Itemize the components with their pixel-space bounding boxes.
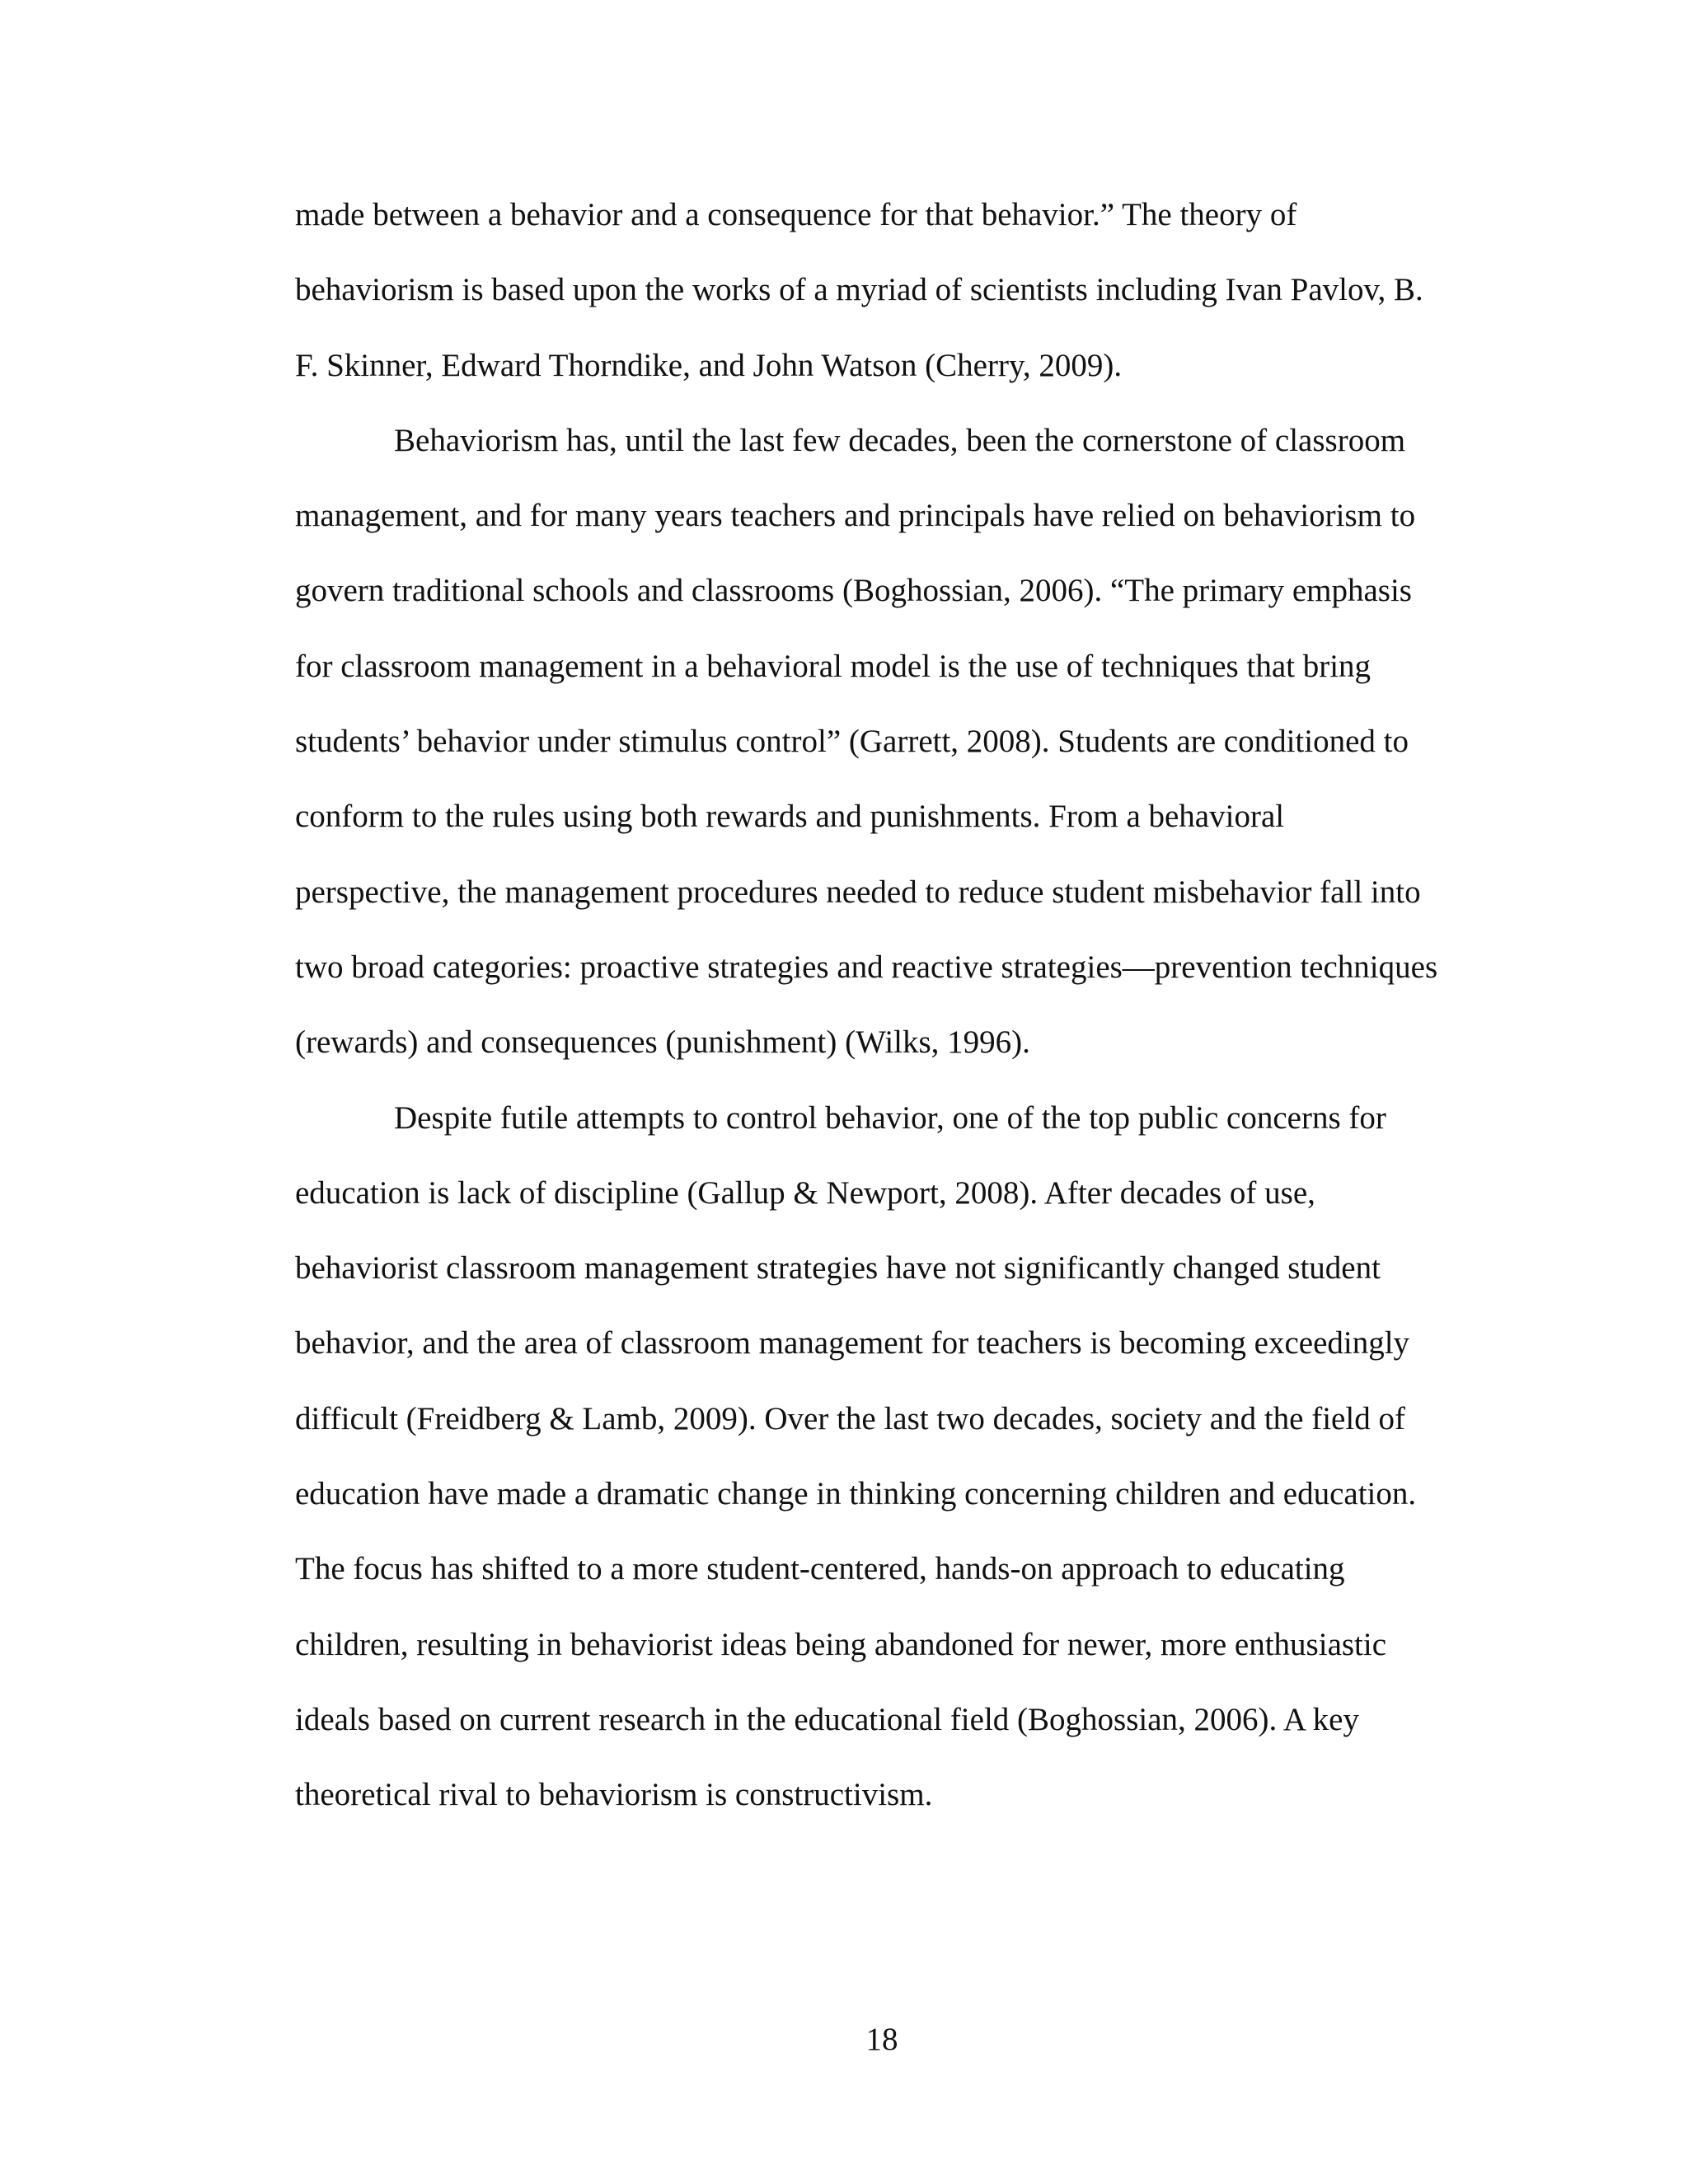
text-line: The focus has shifted to a more student-centered, hands-on approach to educating	[295, 1551, 1345, 1587]
text-line: behaviorism is based upon the works of a myriad of scientists including Ivan Pavlov, B.	[295, 272, 1423, 308]
text-line: theoretical rival to behaviorism is constructivism.	[295, 1777, 933, 1813]
text-line: children, resulting in behaviorist ideas being abandoned for newer, more enthusiastic	[295, 1626, 1387, 1662]
text-line: behavior, and the area of classroom management for teachers is becoming exceedingly	[295, 1325, 1410, 1361]
text-line: (rewards) and consequences (punishment) (Wilks, 1996).	[295, 1024, 1030, 1061]
text-line: for classroom management in a behavioral model is the use of techniques that bring	[295, 648, 1372, 684]
text-line: conform to the rules using both rewards and punishments. From a behavioral	[295, 799, 1285, 835]
text-line: made between a behavior and a consequence for that behavior.” The theory of	[295, 197, 1297, 232]
body-text	[295, 194, 1465, 1850]
text-line: difficult (Freidberg & Lamb, 2009). Over the last two decades, society and the field of	[295, 1400, 1405, 1436]
text-line: education have made a dramatic change in thinking concerning children and education.	[295, 1476, 1417, 1512]
text-line: education is lack of discipline (Gallup & Newport, 2008). After decades of use,	[295, 1174, 1315, 1211]
text-line: perspective, the management procedures needed to reduce student misbehavior fall into	[295, 874, 1421, 910]
page-number: 18	[865, 2022, 898, 2057]
text-line: behaviorist classroom management strategies have not significantly changed student	[295, 1250, 1381, 1286]
text-line: govern traditional schools and classrooms (Boghossian, 2006). “The primary emphasis	[295, 573, 1412, 609]
paragraph-first-line: Despite futile attempts to control behavior, one of the top public concerns for	[394, 1099, 1386, 1136]
text-line: management, and for many years teachers and principals have relied on behaviorism to	[295, 498, 1416, 534]
text-line: F. Skinner, Edward Thorndike, and John Watson (Cherry, 2009).	[295, 347, 1123, 383]
text-line: two broad categories: proactive strategies and reactive strategies—prevention techniques	[295, 949, 1438, 985]
text-line: students’ behavior under stimulus control” (Garrett, 2008). Students are conditioned to	[295, 724, 1409, 760]
text-line: ideals based on current research in the educational field (Boghossian, 2006). A key	[295, 1701, 1359, 1737]
paragraph-first-line: Behaviorism has, until the last few decades, been the cornerstone of classroom	[394, 422, 1406, 458]
